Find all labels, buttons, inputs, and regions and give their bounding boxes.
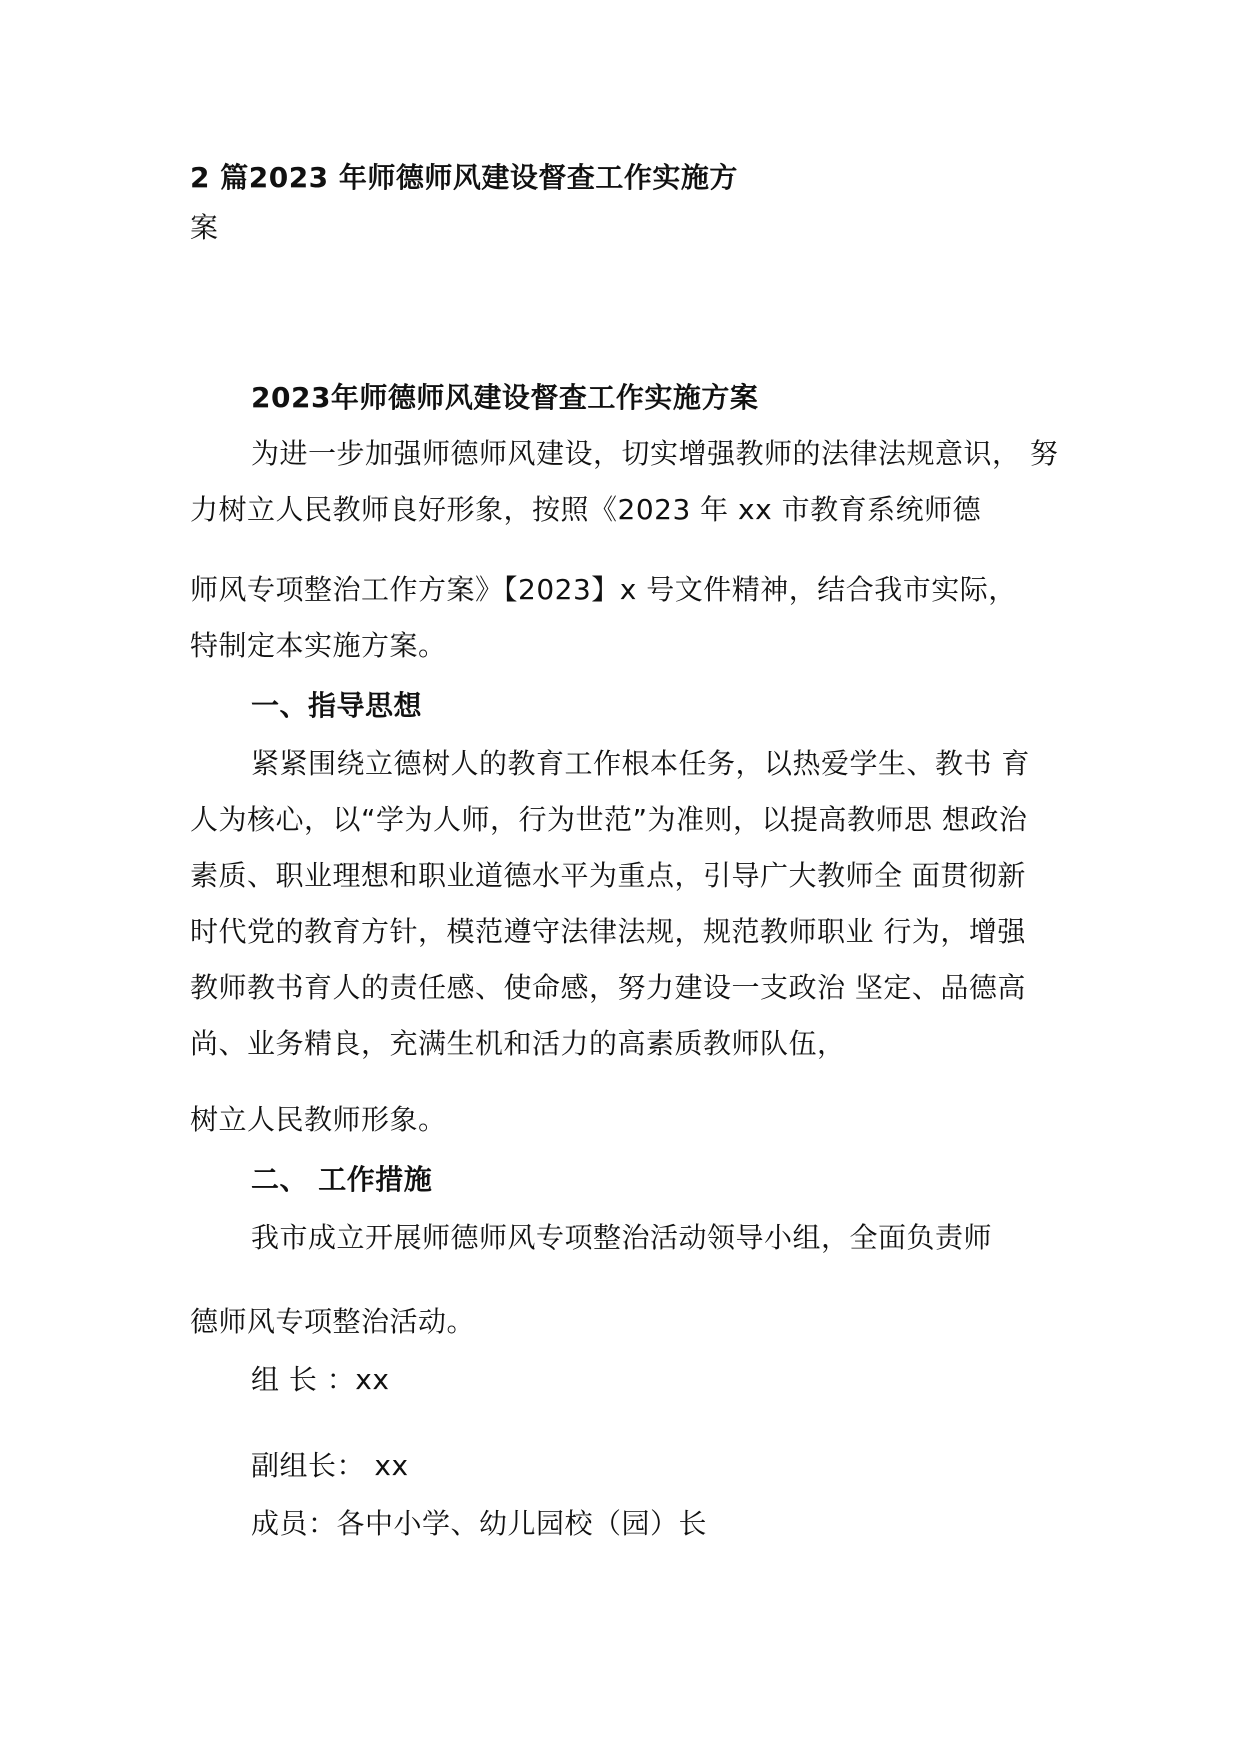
document-title-line-1: 2 篇2023 年师德师风建设督查工作实施方 xyxy=(190,161,738,194)
document-title-line-2: 案 xyxy=(190,211,219,244)
intro-paragraph-line: 力树立人民教师良好形象，按照《2023 年 xx 市教育系统师德 xyxy=(190,493,982,526)
section-1-heading: 一、指导思想 xyxy=(251,689,423,722)
section-1-paragraph-line: 教师教书育人的责任感、使命感，努力建设一支政治 坚定、品德高 xyxy=(190,971,1026,1004)
section-main-heading: 2023年师德师风建设督查工作实施方案 xyxy=(251,381,759,414)
deputy-leader-line: 副组长： xx xyxy=(251,1449,409,1482)
section-1-paragraph-line: 人为核心，以“学为人师，行为世范”为准则，以提高教师思 想政治 xyxy=(190,803,1028,836)
section-1-paragraph-line: 素质、职业理想和职业道德水平为重点，引导广大教师全 面贯彻新 xyxy=(190,859,1026,892)
section-2-paragraph-line: 我市成立开展师德师风专项整治活动领导小组，全面负责师 xyxy=(251,1221,993,1254)
section-2-heading: 二、 工作措施 xyxy=(251,1163,433,1196)
group-leader-line: 组 长 ：xx xyxy=(251,1363,390,1396)
intro-paragraph-line: 特制定本实施方案。 xyxy=(190,629,447,662)
section-1-paragraph-line: 时代党的教育方针，模范遵守法律法规，规范教师职业 行为，增强 xyxy=(190,915,1026,948)
section-1-paragraph-line: 紧紧围绕立德树人的教育工作根本任务，以热爱学生、教书 育 xyxy=(251,747,1030,780)
intro-paragraph-line: 为进一步加强师德师风建设，切实增强教师的法律法规意识， 努 xyxy=(251,437,1059,470)
section-2-paragraph-line: 德师风专项整治活动。 xyxy=(190,1305,476,1338)
section-1-paragraph-line: 树立人民教师形象。 xyxy=(190,1103,447,1136)
members-line: 成员：各中小学、幼儿园校（园）长 xyxy=(251,1507,708,1540)
intro-paragraph-line: 师风专项整治工作方案》【2023】x 号文件精神，结合我市实际， xyxy=(190,573,1017,606)
section-1-paragraph-line: 尚、业务精良，充满生机和活力的高素质教师队伍， xyxy=(190,1027,846,1060)
